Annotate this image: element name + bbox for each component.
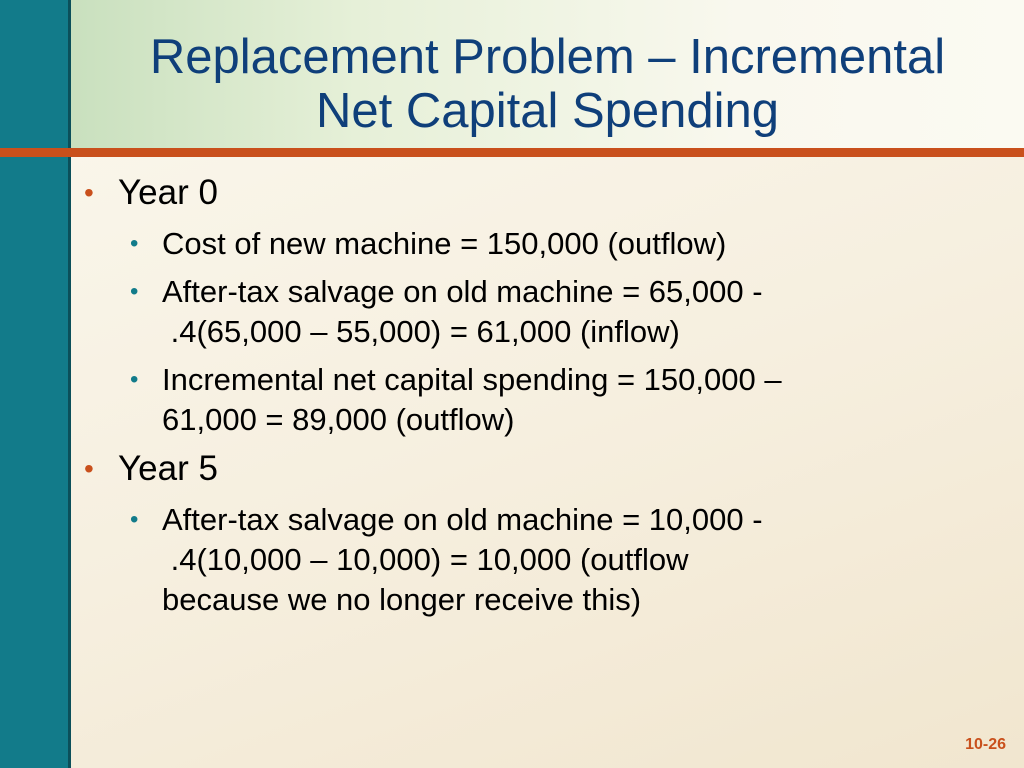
slide-number: 10-26 <box>965 736 1006 753</box>
sub-bullet-text-cont: .4(65,000 – 55,000) = 61,000 (inflow) <box>162 314 680 349</box>
bullet-label: Year 5 <box>118 449 218 488</box>
sub-bullet-text-cont: 61,000 = 89,000 (outflow) <box>162 402 515 437</box>
title-line-2: Net Capital Spending <box>315 84 780 138</box>
sub-bullet-text: Incremental net capital spending = 150,000 – <box>162 362 782 397</box>
sub-bullet-incremental-spending <box>80 360 980 440</box>
sub-bullet-text: After-tax salvage on old machine = 10,000 - <box>162 502 763 537</box>
sub-bullet-text-cont: .4(10,000 – 10,000) = 10,000 (outflow <box>162 542 689 577</box>
sub-bullet-dot-icon: • <box>130 230 139 257</box>
bullet-year-0 <box>80 172 980 214</box>
sub-bullet-dot-icon: • <box>130 366 139 393</box>
sub-bullet-text: After-tax salvage on old machine = 65,000 - <box>162 274 763 309</box>
title-line-1: Replacement Problem – Incremental <box>149 30 946 84</box>
bullet-dot-icon: • <box>84 453 94 484</box>
slide-body <box>80 172 980 628</box>
sub-bullet-salvage-old-machine <box>80 272 980 352</box>
bullet-label: Year 0 <box>118 173 218 212</box>
sub-bullet-cost-new-machine <box>80 224 980 264</box>
sub-bullet-salvage-year-5 <box>80 500 980 620</box>
sub-bullet-text: Cost of new machine = 150,000 (outflow) <box>162 226 727 261</box>
bullet-dot-icon: • <box>84 177 94 208</box>
slide-title <box>75 30 1020 138</box>
sub-bullet-dot-icon: • <box>130 278 139 305</box>
bullet-year-5 <box>80 448 980 490</box>
sub-bullet-text-cont: because we no longer receive this) <box>162 582 642 617</box>
left-sidebar-bar <box>0 0 68 768</box>
title-divider <box>0 148 1024 157</box>
sub-bullet-dot-icon: • <box>130 506 139 533</box>
